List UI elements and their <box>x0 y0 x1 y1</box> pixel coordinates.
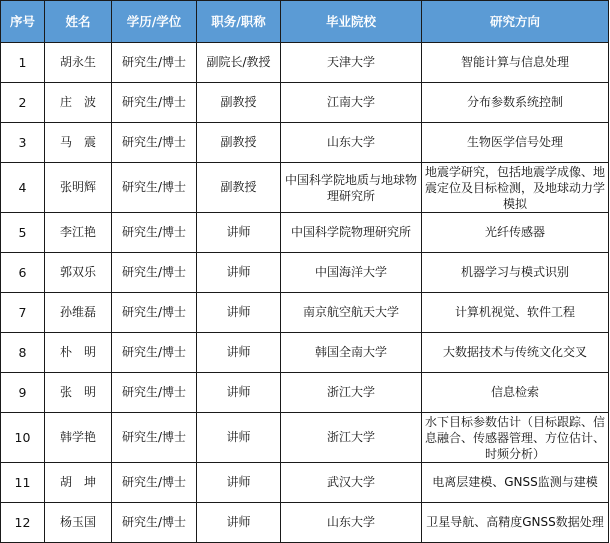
header-title: 职务/职称 <box>197 1 281 43</box>
header-research: 研究方向 <box>422 1 609 43</box>
cell-title: 副教授 <box>197 123 281 163</box>
table-row <box>1 213 609 253</box>
cell-title: 讲师 <box>197 213 281 253</box>
cell-school: 山东大学 <box>281 123 422 163</box>
cell-school: 山东大学 <box>281 503 422 543</box>
cell-name: 张明辉 <box>45 163 112 213</box>
cell-name: 孙维磊 <box>45 293 112 333</box>
cell-index: 12 <box>1 503 45 543</box>
cell-school: 江南大学 <box>281 83 422 123</box>
cell-degree: 研究生/博士 <box>112 463 197 503</box>
header-name: 姓名 <box>45 1 112 43</box>
cell-index: 11 <box>1 463 45 503</box>
cell-research: 大数据技术与传统文化交叉 <box>422 333 609 373</box>
cell-research: 水下目标参数估计（目标跟踪、信息融合、传感器管理、方位估计、时频分析） <box>422 413 609 463</box>
cell-school: 中国科学院地质与地球物理研究所 <box>281 163 422 213</box>
cell-index: 5 <box>1 213 45 253</box>
cell-index: 7 <box>1 293 45 333</box>
cell-degree: 研究生/博士 <box>112 413 197 463</box>
cell-name: 张 明 <box>45 373 112 413</box>
cell-school: 浙江大学 <box>281 373 422 413</box>
cell-name: 胡 坤 <box>45 463 112 503</box>
cell-research: 分布参数系统控制 <box>422 83 609 123</box>
cell-index: 8 <box>1 333 45 373</box>
cell-school: 韩国全南大学 <box>281 333 422 373</box>
cell-name: 胡永生 <box>45 43 112 83</box>
cell-research: 计算机视觉、软件工程 <box>422 293 609 333</box>
cell-name: 李江艳 <box>45 213 112 253</box>
cell-name: 朴 明 <box>45 333 112 373</box>
cell-title: 讲师 <box>197 463 281 503</box>
cell-index: 1 <box>1 43 45 83</box>
cell-school: 中国科学院物理研究所 <box>281 213 422 253</box>
cell-index: 6 <box>1 253 45 293</box>
cell-title: 副院长/教授 <box>197 43 281 83</box>
cell-name: 韩学艳 <box>45 413 112 463</box>
cell-research: 地震学研究，包括地震学成像、地震定位及目标检测，及地球动力学模拟 <box>422 163 609 213</box>
cell-title: 讲师 <box>197 333 281 373</box>
table-header-row <box>1 1 609 43</box>
cell-school: 中国海洋大学 <box>281 253 422 293</box>
cell-research: 生物医学信号处理 <box>422 123 609 163</box>
cell-research: 信息检索 <box>422 373 609 413</box>
cell-degree: 研究生/博士 <box>112 163 197 213</box>
cell-title: 副教授 <box>197 83 281 123</box>
header-index: 序号 <box>1 1 45 43</box>
cell-index: 2 <box>1 83 45 123</box>
cell-research: 卫星导航、高精度GNSS数据处理 <box>422 503 609 543</box>
header-school: 毕业院校 <box>281 1 422 43</box>
table-row <box>1 163 609 213</box>
cell-school: 浙江大学 <box>281 413 422 463</box>
table-row <box>1 503 609 543</box>
cell-degree: 研究生/博士 <box>112 123 197 163</box>
table-row <box>1 463 609 503</box>
cell-name: 马 震 <box>45 123 112 163</box>
cell-title: 讲师 <box>197 373 281 413</box>
cell-title: 讲师 <box>197 253 281 293</box>
cell-research: 电离层建模、GNSS监测与建模 <box>422 463 609 503</box>
cell-research: 机器学习与模式识别 <box>422 253 609 293</box>
cell-degree: 研究生/博士 <box>112 213 197 253</box>
cell-degree: 研究生/博士 <box>112 293 197 333</box>
table-row <box>1 253 609 293</box>
table-row <box>1 413 609 463</box>
header-degree: 学历/学位 <box>112 1 197 43</box>
table-row <box>1 43 609 83</box>
table-row <box>1 123 609 163</box>
table-row <box>1 373 609 413</box>
cell-research: 智能计算与信息处理 <box>422 43 609 83</box>
cell-index: 4 <box>1 163 45 213</box>
cell-school: 天津大学 <box>281 43 422 83</box>
cell-degree: 研究生/博士 <box>112 253 197 293</box>
cell-index: 9 <box>1 373 45 413</box>
cell-index: 3 <box>1 123 45 163</box>
cell-name: 杨玉国 <box>45 503 112 543</box>
cell-school: 南京航空航天大学 <box>281 293 422 333</box>
table-row <box>1 83 609 123</box>
cell-name: 庄 波 <box>45 83 112 123</box>
cell-degree: 研究生/博士 <box>112 503 197 543</box>
table-row <box>1 333 609 373</box>
cell-degree: 研究生/博士 <box>112 333 197 373</box>
cell-index: 10 <box>1 413 45 463</box>
cell-title: 讲师 <box>197 293 281 333</box>
table-row <box>1 293 609 333</box>
cell-degree: 研究生/博士 <box>112 373 197 413</box>
cell-school: 武汉大学 <box>281 463 422 503</box>
cell-title: 副教授 <box>197 163 281 213</box>
cell-title: 讲师 <box>197 413 281 463</box>
cell-research: 光纤传感器 <box>422 213 609 253</box>
cell-degree: 研究生/博士 <box>112 83 197 123</box>
cell-title: 讲师 <box>197 503 281 543</box>
cell-degree: 研究生/博士 <box>112 43 197 83</box>
cell-name: 郭双乐 <box>45 253 112 293</box>
